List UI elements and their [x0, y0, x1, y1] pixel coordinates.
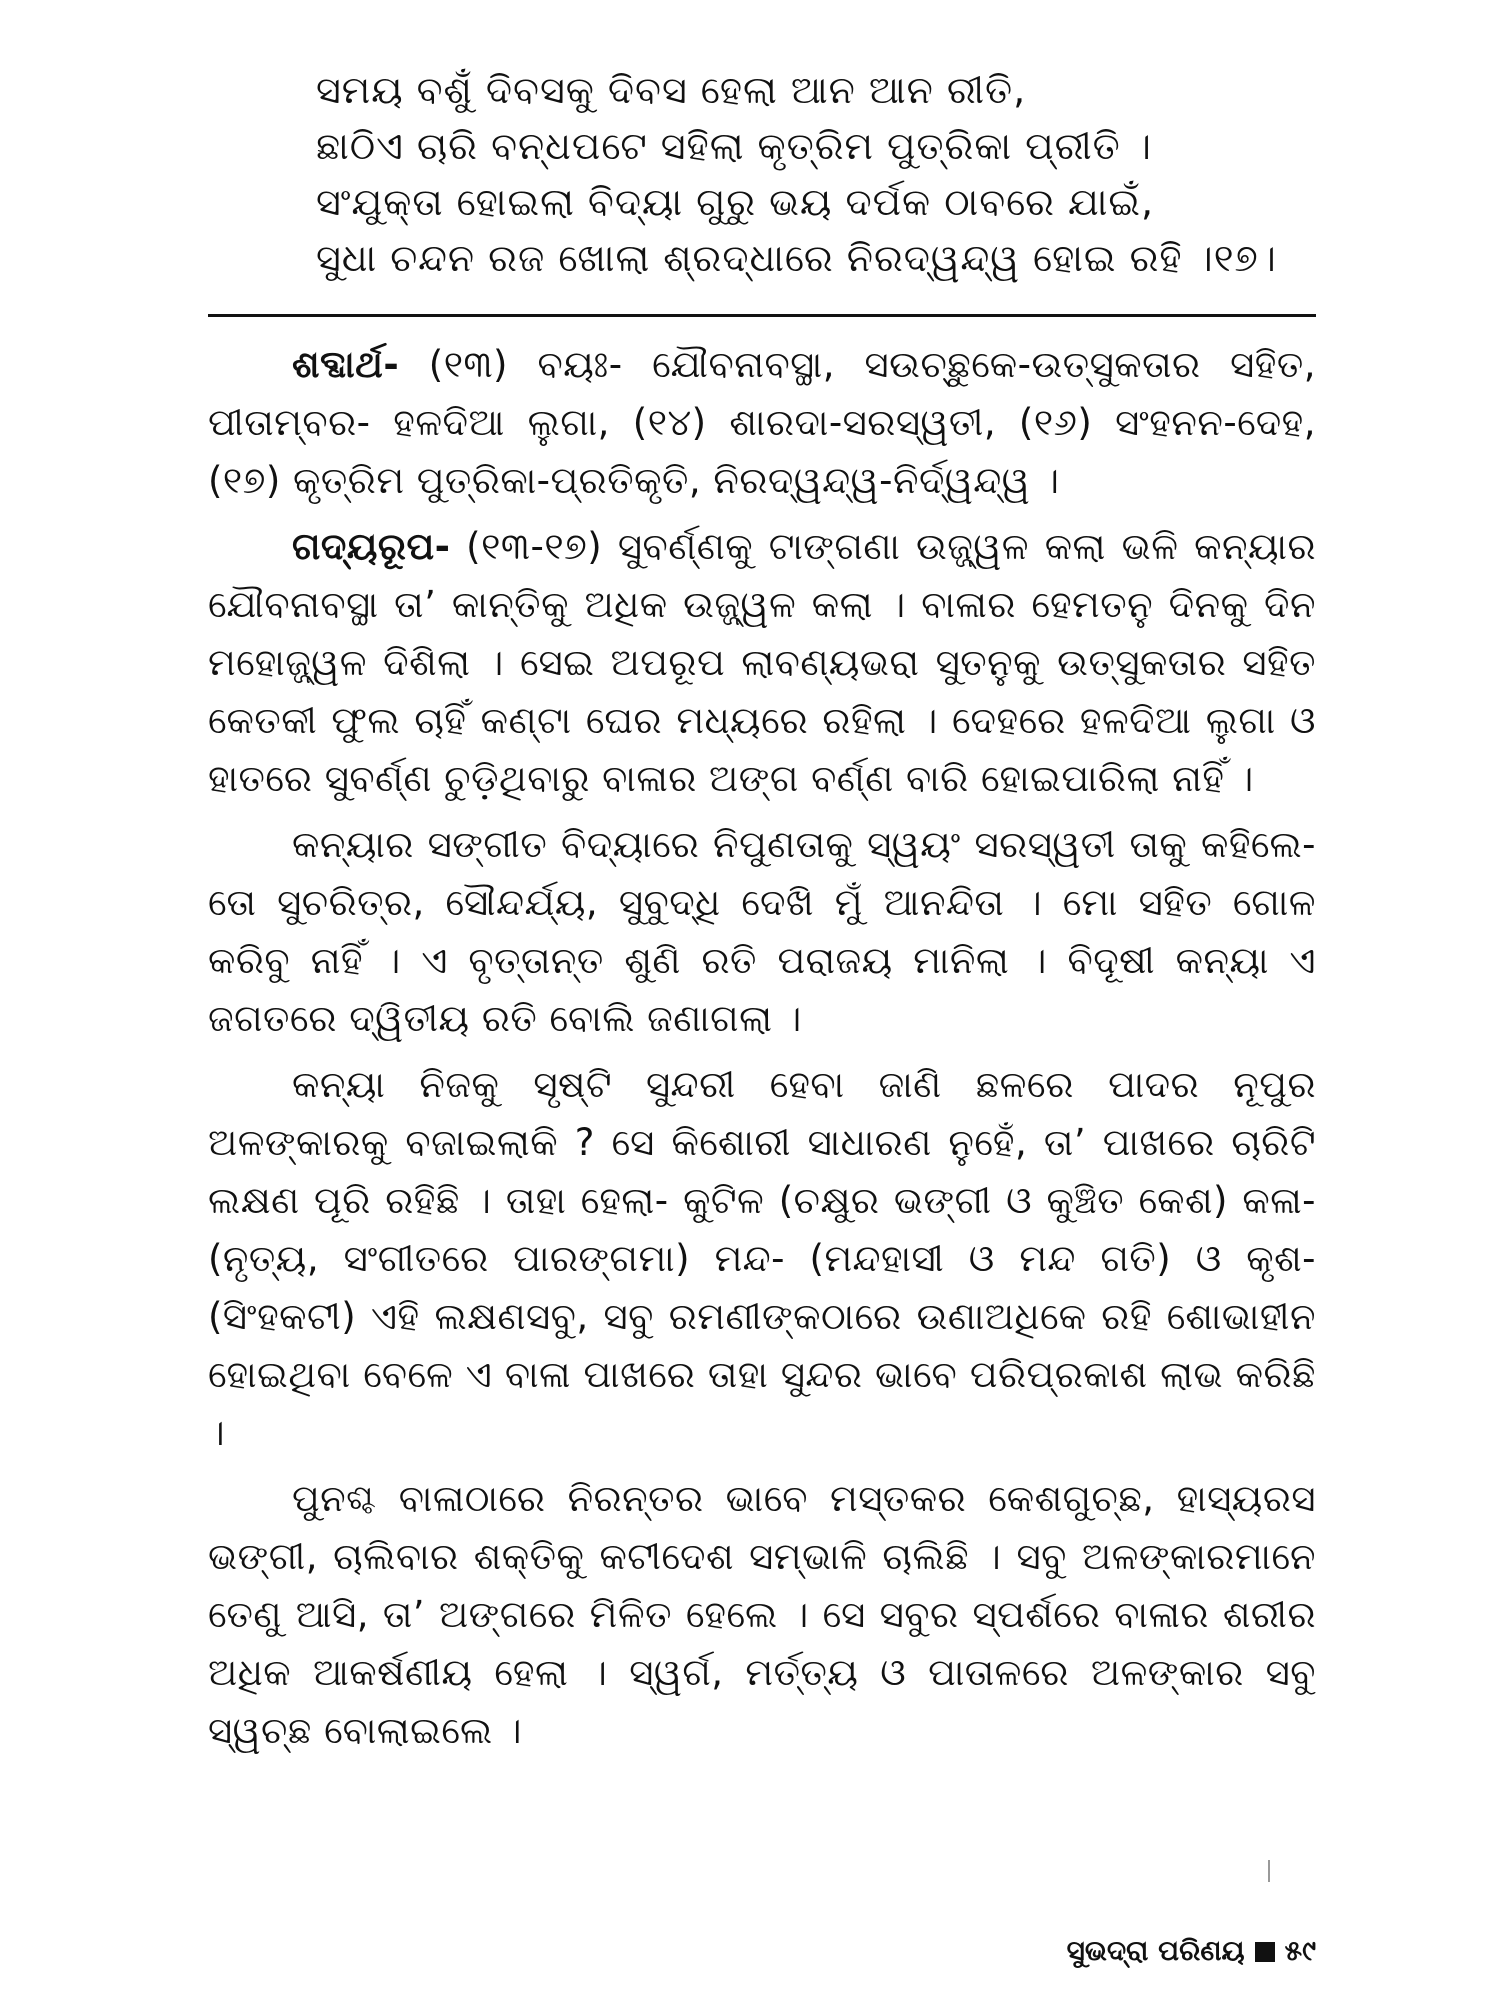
commentary-block — [208, 336, 1316, 1768]
verse-line: ଛାଠିଏ ଚାରି ବନ୍ଧପଟେ ସହିଲା କୃତ୍ରିମ ପୁତ୍ରିକା ପ୍ରୀତି । — [316, 124, 1152, 168]
body-paragraph: କନ୍ୟା ନିଜକୁ ସୃଷ୍ଟି ସୁନ୍ଦରୀ ହେବା ଜାଣି ଛଳରେ ପାଦର ନୂପୁର ଅଳଙ୍କାରକୁ ବଜାଇଲାକି ? ସେ କିଶୋରୀ ସାଧାରଣ ନୁହେଁ, ତା’ ପାଖରେ ଚାରିଟି ଲକ୍ଷଣ ପୂରି ରହିଛି । ତାହା ହେଲା- କୁଟିଳ (ଚକ୍ଷୁର ଭଙ୍ଗୀ ଓ କୁଞ୍ଚିତ କେଶ) କଳା- (ନୃତ୍ୟ, ସଂଗୀତରେ ପାରଙ୍ଗମା) ମନ୍ଦ- (ମନ୍ଦହାସୀ ଓ ମନ୍ଦ ଗତି) ଓ କୃଶ- (ସିଂହକଟୀ) ଏହି ଲକ୍ଷଣସବୁ, ସବୁ ରମଣୀଙ୍କଠାରେ ଉଣାଅଧିକେ ରହି ଶୋଭାହୀନ ହୋଇଥିବା ବେଳେ ଏ ବାଳା ପାଖରେ ତାହା ସୁନ୍ଦର ଭାବେ ପରିପ୍ରକାଶ ଲାଭ କରିଛି । — [208, 1063, 1316, 1454]
verse-line: ସମୟ ବଶୁଁ ଦିବସକୁ ଦିବସ ହେଲା ଆନ ଆନ ରୀତି, — [316, 68, 1027, 112]
square-bullet-icon — [1255, 1942, 1275, 1962]
section-divider — [208, 314, 1316, 317]
prose-summary-text: (୧୩-୧୭) ସୁବର୍ଣ୍ଣକୁ ଟାଙ୍ଗଣା ଉଜ୍ଜ୍ୱଳ କଲା ଭଳି କନ୍ୟାର ଯୌବନାବସ୍ଥା ତା’ କାନ୍ତିକୁ ଅଧିକ ଉଜ୍ଜ୍ୱଳ କଲା । ବାଳାର ହେମତନୁ ଦିନକୁ ଦିନ ମହୋଜ୍ଜ୍ୱଳ ଦିଶିଲା । ସେଇ ଅପରୂପ ଲାବଣ୍ୟଭରା ସୁତନୁକୁ ଉତ୍ସୁକତାର ସହିତ କେତକୀ ଫୁଲ ଚାହିଁ କଣ୍ଟା ଘେର ମଧ୍ୟରେ ରହିଲା । ଦେହରେ ହଳଦିଆ ଲୁଗା ଓ ହାତରେ ସୁବର୍ଣ୍ଣ ଚୁଡ଼ିଥିବାରୁ ବାଳାର ଅଙ୍ଗ ବର୍ଣ୍ଣ ବାରି ହୋଇପାରିଲା ନାହିଁ । — [208, 525, 1316, 800]
glossary-paragraph — [208, 336, 1316, 510]
verse-line: ସଂଯୁକ୍ତା ହୋଇଲା ବିଦ୍ୟା ଗୁରୁ ଭୟ ଦର୍ପକ ଠାବରେ ଯାଇଁ, — [316, 180, 1155, 224]
book-title: ସୁଭଦ୍ରା ପରିଣୟ — [1066, 1934, 1245, 1967]
page-footer — [1067, 1934, 1316, 1968]
page-number: ୫୯ — [1284, 1934, 1316, 1967]
print-mark — [1268, 1860, 1270, 1882]
body-paragraph: କନ୍ୟାର ସଙ୍ଗୀତ ବିଦ୍ୟାରେ ନିପୁଣତାକୁ ସ୍ୱୟଂ ସରସ୍ୱତୀ ତାକୁ କହିଲେ- ତୋ ସୁଚରିତ୍ର, ସୌନ୍ଦର୍ଯ୍ୟ, ସୁବୁଦ୍ଧି ଦେଖି ମୁଁ ଆନନ୍ଦିତା । ମୋ ସହିତ ଗୋଳ କରିବୁ ନାହିଁ । ଏ ବୃତ୍ତାନ୍ତ ଶୁଣି ରତି ପରାଜୟ ମାନିଲା । ବିଦୂଷୀ କନ୍ୟା ଏ ଜଗତରେ ଦ୍ୱିତୀୟ ରତି ବୋଲି ଜଣାଗଲା । — [208, 823, 1316, 1040]
prose-summary-paragraph — [208, 518, 1316, 808]
body-paragraph: ପୁନଶ୍ଚ ବାଳାଠାରେ ନିରନ୍ତର ଭାବେ ମସ୍ତକର କେଶଗୁଚ୍ଛ, ହାସ୍ୟରସ ଭଙ୍ଗୀ, ଚାଲିବାର ଶକ୍ତିକୁ କଟୀଦେଶ ସମ୍ଭାଳି ଚାଲିଛି । ସବୁ ଅଳଙ୍କାରମାନେ ତେଣୁ ଆସି, ତା’ ଅଙ୍ଗରେ ମିଳିତ ହେଲେ । ସେ ସବୁର ସ୍ପର୍ଶରେ ବାଳାର ଶରୀର ଅଧିକ ଆକର୍ଷଣୀୟ ହେଲା । ସ୍ୱର୍ଗ, ମର୍ତ୍ତ୍ୟ ଓ ପାତାଳରେ ଅଳଙ୍କାର ସବୁ ସ୍ୱଚ୍ଛ ବୋଲାଇଲେ । — [208, 1477, 1316, 1752]
prose-summary-label: ଗଦ୍ୟରୂପ- — [292, 525, 451, 568]
glossary-text: (୧୩) ବୟଃ- ଯୌବନାବସ୍ଥା, ସଉଚ୍ଛୁକେ-ଉତ୍ସୁକତାର ସହିତ, ପୀତାମ୍ବର- ହଳଦିଆ ଲୁଗା, (୧୪) ଶାରଦା-ସରସ୍ୱତୀ, (୧୬) ସଂହନନ-ଦେହ, (୧୭) କୃତ୍ରିମ ପୁତ୍ରିକା-ପ୍ରତିକୃତି, ନିରଦ୍ୱନ୍ଦ୍ୱ-ନିର୍ଦ୍ୱନ୍ଦ୍ୱ । — [208, 343, 1316, 502]
glossary-label: ଶବ୍ଦାର୍ଥ- — [292, 343, 400, 386]
verse-block — [316, 62, 1316, 286]
verse-line: ସୁଧା ଚନ୍ଦନ ରଜ ଖୋଲା ଶ୍ରଦ୍ଧାରେ ନିରଦ୍ୱନ୍ଦ୍ୱ ହୋଇ ରହି ।୧୭। — [316, 236, 1277, 280]
